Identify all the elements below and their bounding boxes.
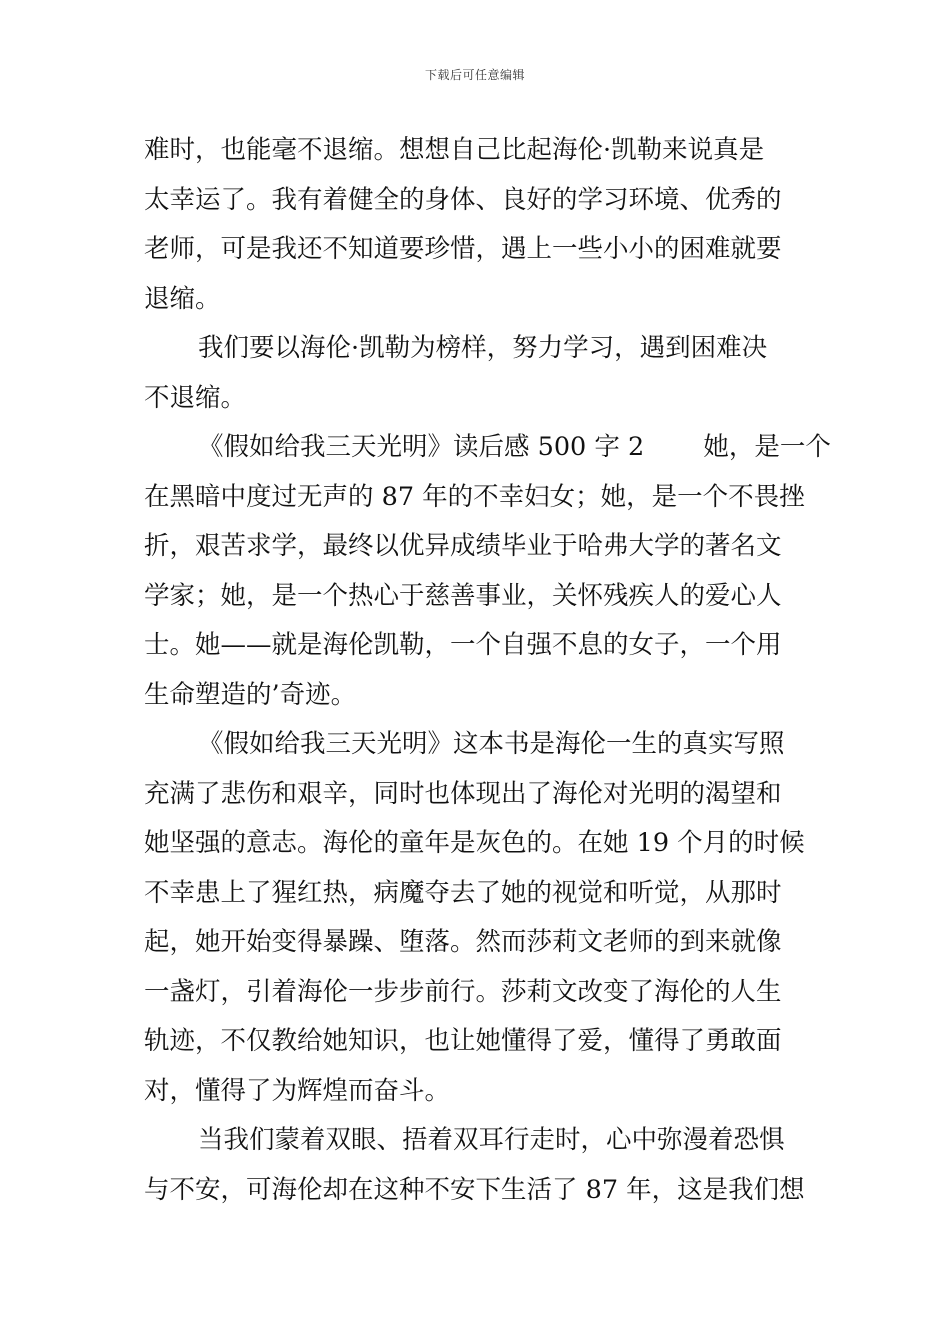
text-line: 《假如给我三天光明》读后感 500 字 2 她，是一个 xyxy=(198,432,831,462)
text-line: 不退缩。 xyxy=(144,382,247,413)
page-header: 下载后可任意编辑 xyxy=(424,68,525,82)
text-line: 起，她开始变得暴躁、堕落。然而莎莉文老师的到来就像 xyxy=(144,927,782,957)
text-line: 一盏灯，引着海伦一步步前行。莎莉文改变了海伦的人生 xyxy=(144,976,782,1007)
text-line: 轨迹，不仅教给她知识，也让她懂得了爱，懂得了勇敢面 xyxy=(144,1026,782,1056)
text-line: 难时，也能毫不退缩。想想自己比起海伦·凯勒来说真是 xyxy=(144,135,765,165)
text-line: 太幸运了。我有着健全的身体、良好的学习环境、优秀的 xyxy=(144,184,782,215)
text-line: 士。她——就是海伦凯勒，一个自强不息的女子，一个用 xyxy=(144,630,782,660)
text-line: 我们要以海伦·凯勒为榜样，努力学习，遇到困难决 xyxy=(198,333,768,363)
text-line: 当我们蒙着双眼、捂着双耳行走时，心中弥漫着恐惧 xyxy=(198,1125,785,1155)
text-line: 充满了悲伤和艰辛，同时也体现出了海伦对光明的渴望和 xyxy=(144,778,782,809)
text-line: 老师，可是我还不知道要珍惜，遇上一些小小的困难就要 xyxy=(144,234,782,264)
text-line: 对，懂得了为辉煌而奋斗。 xyxy=(144,1075,451,1106)
text-line: 退缩。 xyxy=(144,283,221,314)
text-line: 不幸患上了猩红热，病魔夺去了她的视觉和听觉，从那时 xyxy=(144,877,782,908)
text-line: 在黑暗中度过无声的 87 年的不幸妇女；她，是一个不畏挫 xyxy=(144,481,805,512)
text-line: 折，艰苦求学，最终以优异成绩毕业于哈弗大学的著名文 xyxy=(144,531,782,561)
text-line: 生命塑造的’奇迹。 xyxy=(144,679,357,710)
body-text xyxy=(144,126,831,1215)
text-line: 她坚强的意志。海伦的童年是灰色的。在她 19 个月的时候 xyxy=(144,828,805,858)
text-line: 学家；她，是一个热心于慈善事业，关怀残疾人的爱心人 xyxy=(144,580,782,611)
text-line: 与不安，可海伦却在这种不安下生活了 87 年，这是我们想 xyxy=(144,1174,805,1205)
text-line: 《假如给我三天光明》这本书是海伦一生的真实写照 xyxy=(198,729,785,759)
